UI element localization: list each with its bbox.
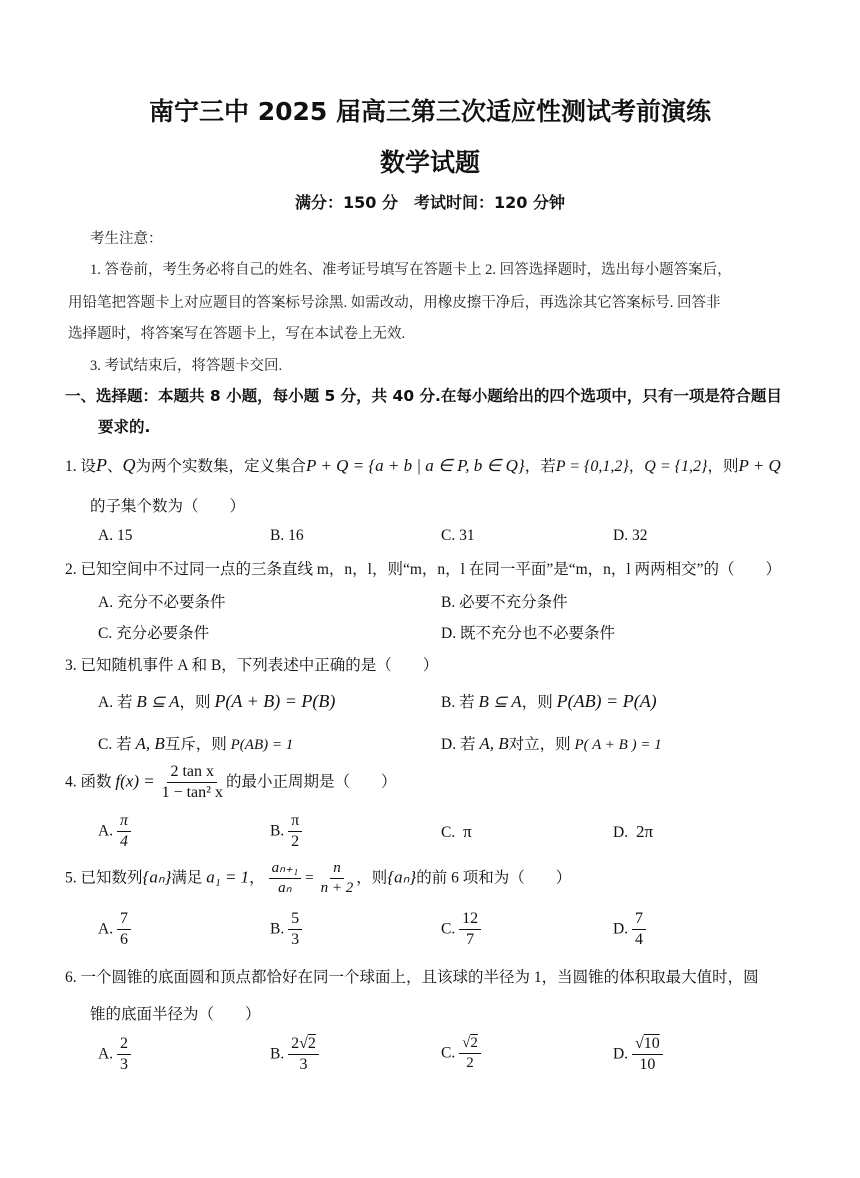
- section-heading-cont: 要求的.: [98, 418, 151, 436]
- notice-line: 1. 答卷前，考生务必将自己的姓名、准考证号填写在答题卡上 2. 回答选择题时，选出每小题答案后，: [90, 262, 732, 278]
- option-a[interactable]: A. 若 B ⊆ A，则 P(A + B) = P(B): [98, 691, 336, 711]
- notice-line: 用铅笔把答题卡上对应题目的答案标号涂黑. 如需改动，用橡皮擦干净后，再选涂其它答案标号. 回答非: [68, 295, 721, 311]
- question-1-stem: 1. 设P、Q为两个实数集，定义集合P + Q = {a + b | a ∈ P, b ∈ Q}，若P = {0,1,2}，Q = {1,2}，则P + Q: [65, 455, 781, 475]
- option-c[interactable]: C. 若 A, B互斥，则 P(AB) = 1: [98, 734, 294, 753]
- option-c[interactable]: C. 31: [441, 527, 475, 544]
- fraction: $\frac{\text{2 tan x}}{\text{1 − tan² x}}$: [161, 763, 223, 802]
- question-1-stem-cont: 的子集个数为（ ）: [90, 498, 246, 515]
- option-d[interactable]: D. 32: [613, 527, 648, 544]
- question-number: 6.: [65, 969, 77, 986]
- option-a[interactable]: A. 充分不必要条件: [98, 594, 226, 611]
- question-number: 3.: [65, 657, 77, 674]
- option-b[interactable]: B. $\frac{2√2}{3}$: [270, 1035, 319, 1075]
- option-b[interactable]: B. 16: [270, 527, 304, 544]
- question-number: 2.: [65, 561, 77, 578]
- option-d[interactable]: D. 若 A, B对立，则 P( A + B ) = 1: [441, 734, 662, 753]
- option-a[interactable]: A. $\frac{\pi}{4}$: [98, 812, 131, 852]
- subject-title: 数学试题: [379, 148, 480, 177]
- exam-info: 满分：150 分 考试时间：120 分钟: [295, 193, 565, 212]
- option-d[interactable]: D. 既不充分也不必要条件: [441, 625, 615, 642]
- question-4-stem: 4. 函数 f(x) = $\frac{\text{2 tan x}}{\text{1 − tan² x}}$ 的最小正周期是（ ）: [65, 763, 397, 802]
- question-number: 5.: [65, 869, 77, 887]
- option-a[interactable]: A. $\frac{7}{6}$: [98, 910, 131, 950]
- notice-line: 选择题时，将答案写在答题卡上，写在本试卷上无效.: [68, 326, 406, 342]
- section-heading: 一、选择题：本题共 8 小题，每小题 5 分，共 40 分.在每小题给出的四个选项中，只有一项是符合题目: [65, 387, 782, 405]
- exam-title: 南宁三中 2025 届高三第三次适应性测试考前演练: [149, 97, 711, 126]
- option-c[interactable]: C. $\frac{√2}{2}$: [441, 1035, 481, 1073]
- option-d[interactable]: D. $\frac{7}{4}$: [613, 910, 646, 950]
- notice-line: 3. 考试结束后，将答题卡交回.: [90, 358, 283, 374]
- set-definition: P + Q = {a + b | a ∈ P, b ∈ Q}: [306, 456, 525, 475]
- option-c[interactable]: C. 充分必要条件: [98, 625, 210, 642]
- option-d[interactable]: D. 2π: [613, 822, 654, 841]
- option-b[interactable]: B. 必要不充分条件: [441, 594, 568, 611]
- option-c[interactable]: C. π: [441, 822, 472, 841]
- option-a[interactable]: A. $\frac{2}{3}$: [98, 1035, 131, 1075]
- option-d[interactable]: D. $\frac{√10}{10}$: [613, 1035, 663, 1075]
- question-6-stem: 6. 一个圆锥的底面圆和顶点都恰好在同一个球面上，且该球的半径为 1，当圆锥的体积取最大值时，圆: [65, 969, 759, 986]
- option-b[interactable]: B. $\frac{5}{3}$: [270, 910, 302, 950]
- question-number: 4.: [65, 773, 77, 791]
- option-b[interactable]: B. $\frac{\pi}{2}$: [270, 812, 302, 852]
- option-a[interactable]: A. 15: [98, 527, 133, 544]
- notice-heading: 考生注意：: [90, 231, 163, 247]
- option-b[interactable]: B. 若 B ⊆ A，则 P(AB) = P(A): [441, 691, 657, 711]
- question-5-stem: 5. 已知数列{aₙ}满足 a₁ = 1， $\frac{\text{aₙ₊₁}}{\text{aₙ}}$ = $\frac{n}{n + 2}$ ，则{aₙ}的前 6 项和为（ ）: [65, 860, 572, 897]
- question-3-stem: 3. 已知随机事件 A 和 B，下列表述中正确的是（ ）: [65, 657, 439, 674]
- question-number: 1.: [65, 458, 77, 475]
- question-6-stem-cont: 锥的底面半径为（ ）: [90, 1006, 261, 1023]
- option-c[interactable]: C. $\frac{12}{7}$: [441, 910, 481, 950]
- question-2-stem: 2. 已知空间中不过同一点的三条直线 m，n，l，则“m，n，l 在同一平面”是“m，n，l 两两相交”的（ ）: [65, 561, 781, 578]
